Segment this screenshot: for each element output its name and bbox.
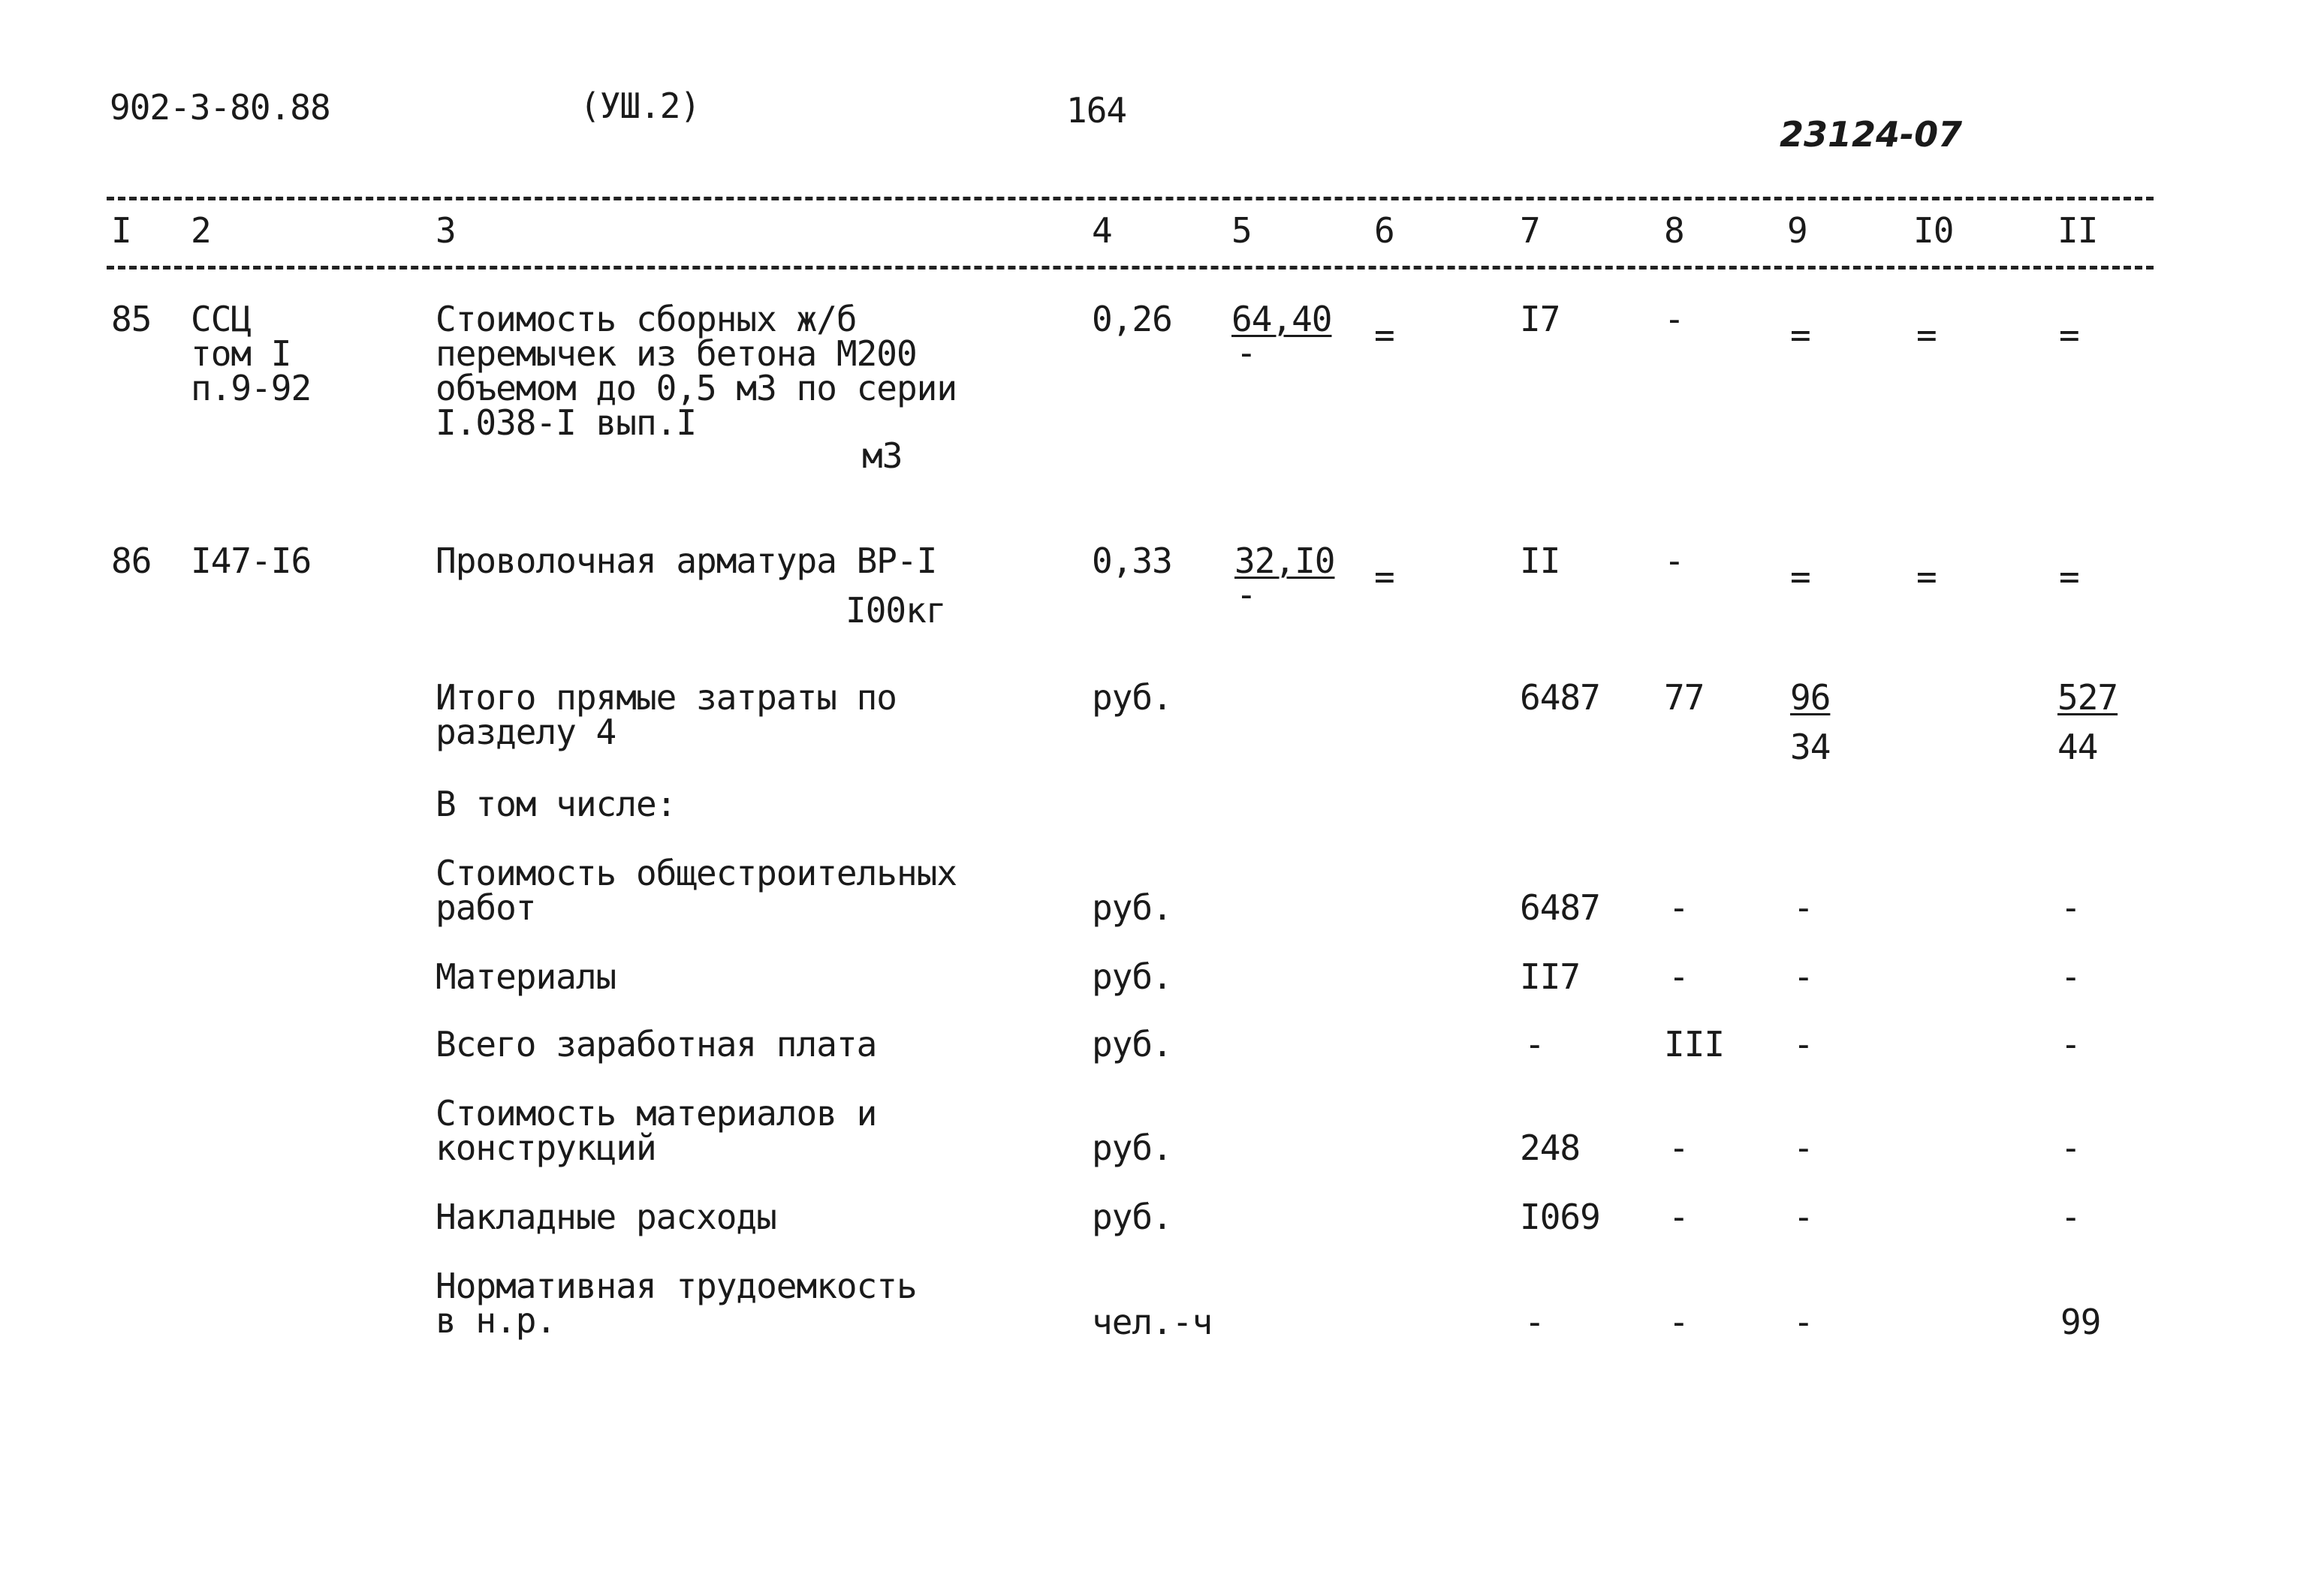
breakdown-materials-col8: - xyxy=(1668,956,1689,997)
breakdown-general-label: Стоимость общестроительных работ xyxy=(436,853,957,928)
summary-col9-top: 96 xyxy=(1790,677,1831,718)
breakdown-wages-col8: III xyxy=(1664,1024,1725,1065)
row-86-col9: = xyxy=(1790,556,1810,597)
row-86-col10: = xyxy=(1916,556,1936,597)
breakdown-materials-col9: - xyxy=(1793,956,1813,997)
including-label: В том числе: xyxy=(436,784,677,824)
row-85-col8: - xyxy=(1664,299,1684,339)
header-rule-bottom xyxy=(107,266,2154,270)
row-86-unit: I00кг xyxy=(846,590,946,631)
summary-unit: руб. xyxy=(1092,677,1172,718)
row-86-description: Проволочная арматура ВР-I xyxy=(436,541,937,581)
breakdown-general-col8: - xyxy=(1668,887,1689,928)
row-86-col8: - xyxy=(1664,541,1684,581)
row-85-col11: = xyxy=(2059,315,2078,355)
row-85-number: 85 xyxy=(111,299,152,339)
breakdown-wages-label: Всего заработная плата xyxy=(436,1024,877,1065)
breakdown-wages-col7: - xyxy=(1524,1024,1545,1065)
column-header-2: 2 xyxy=(191,210,211,251)
project-code: 902-3-80.88 xyxy=(110,87,330,128)
breakdown-general-col7: 6487 xyxy=(1520,887,1600,928)
stamp-number: 23124-07 xyxy=(1780,114,1963,155)
row-86-col6: = xyxy=(1374,556,1394,597)
breakdown-labor-col9: - xyxy=(1793,1302,1813,1342)
breakdown-overhead-col7: I069 xyxy=(1520,1197,1600,1237)
breakdown-labor-col7: - xyxy=(1524,1302,1545,1342)
breakdown-labor-col8: - xyxy=(1668,1302,1689,1342)
row-85-quantity: 0,26 xyxy=(1092,299,1172,339)
breakdown-labor-col11: 99 xyxy=(2060,1302,2101,1342)
row-86-number: 86 xyxy=(111,541,152,581)
page-number: 164 xyxy=(1066,90,1127,131)
row-86-code: I47-I6 xyxy=(191,541,312,581)
column-header-1: I xyxy=(111,210,131,251)
summary-col11-bottom: 44 xyxy=(2057,727,2098,767)
row-86-price: 32,I0 xyxy=(1234,541,1335,581)
row-85-unit: м3 xyxy=(862,435,903,476)
breakdown-general-col9: - xyxy=(1793,887,1813,928)
column-header-7: 7 xyxy=(1520,210,1540,251)
breakdown-matcon-label: Стоимость материалов и конструкций xyxy=(436,1093,877,1168)
row-85-col7: I7 xyxy=(1520,299,1560,339)
row-86-quantity: 0,33 xyxy=(1092,541,1172,581)
breakdown-materials-label: Материалы xyxy=(436,956,616,997)
breakdown-labor-unit: чел.-ч xyxy=(1092,1302,1213,1342)
row-85-col10: = xyxy=(1916,315,1936,355)
summary-label: Итого прямые затраты по разделу 4 xyxy=(436,677,897,752)
breakdown-general-unit: руб. xyxy=(1092,887,1172,928)
breakdown-wages-col9: - xyxy=(1793,1024,1813,1065)
column-header-8: 8 xyxy=(1664,210,1684,251)
row-86-col7: II xyxy=(1520,541,1560,581)
summary-col9-bottom: 34 xyxy=(1790,727,1831,767)
row-86-col11: = xyxy=(2059,556,2078,597)
volume-label: (УШ.2) xyxy=(580,86,701,126)
row-85-col9: = xyxy=(1790,315,1810,355)
breakdown-materials-col11: - xyxy=(2060,956,2081,997)
row-86-price-ditto: - xyxy=(1236,574,1255,615)
column-header-10: I0 xyxy=(1913,210,1954,251)
breakdown-matcon-col8: - xyxy=(1668,1128,1689,1168)
breakdown-materials-col7: II7 xyxy=(1520,956,1581,997)
breakdown-labor-label: Нормативная трудоемкость в н.р. xyxy=(436,1266,917,1341)
breakdown-overhead-col8: - xyxy=(1668,1197,1689,1237)
row-85-description: Стоимость сборных ж/б перемычек из бетона М200 объемом до 0,5 м3 по серии I.038-I вып.I xyxy=(436,299,957,443)
breakdown-general-col11: - xyxy=(2060,887,2081,928)
breakdown-matcon-col7: 248 xyxy=(1520,1128,1581,1168)
row-85-code: ССЦ том I п.9-92 xyxy=(191,299,312,408)
breakdown-overhead-col9: - xyxy=(1793,1197,1813,1237)
column-header-11: II xyxy=(2057,210,2098,251)
column-header-6: 6 xyxy=(1374,210,1394,251)
breakdown-overhead-col11: - xyxy=(2060,1197,2081,1237)
column-header-4: 4 xyxy=(1092,210,1112,251)
column-header-3: 3 xyxy=(436,210,456,251)
column-header-5: 5 xyxy=(1231,210,1252,251)
breakdown-wages-col11: - xyxy=(2060,1024,2081,1065)
summary-col7: 6487 xyxy=(1520,677,1600,718)
breakdown-materials-unit: руб. xyxy=(1092,956,1172,997)
row-85-price-ditto: - xyxy=(1236,333,1255,373)
breakdown-matcon-col9: - xyxy=(1793,1128,1813,1168)
breakdown-overhead-label: Накладные расходы xyxy=(436,1197,776,1237)
breakdown-wages-unit: руб. xyxy=(1092,1024,1172,1065)
breakdown-overhead-unit: руб. xyxy=(1092,1197,1172,1237)
breakdown-matcon-unit: руб. xyxy=(1092,1128,1172,1168)
row-85-col6: = xyxy=(1374,315,1394,355)
summary-col8: 77 xyxy=(1664,677,1705,718)
column-header-9: 9 xyxy=(1787,210,1807,251)
header-rule-top xyxy=(107,197,2154,200)
row-85-price: 64,40 xyxy=(1231,299,1332,339)
summary-col11-top: 527 xyxy=(2057,677,2118,718)
breakdown-matcon-col11: - xyxy=(2060,1128,2081,1168)
